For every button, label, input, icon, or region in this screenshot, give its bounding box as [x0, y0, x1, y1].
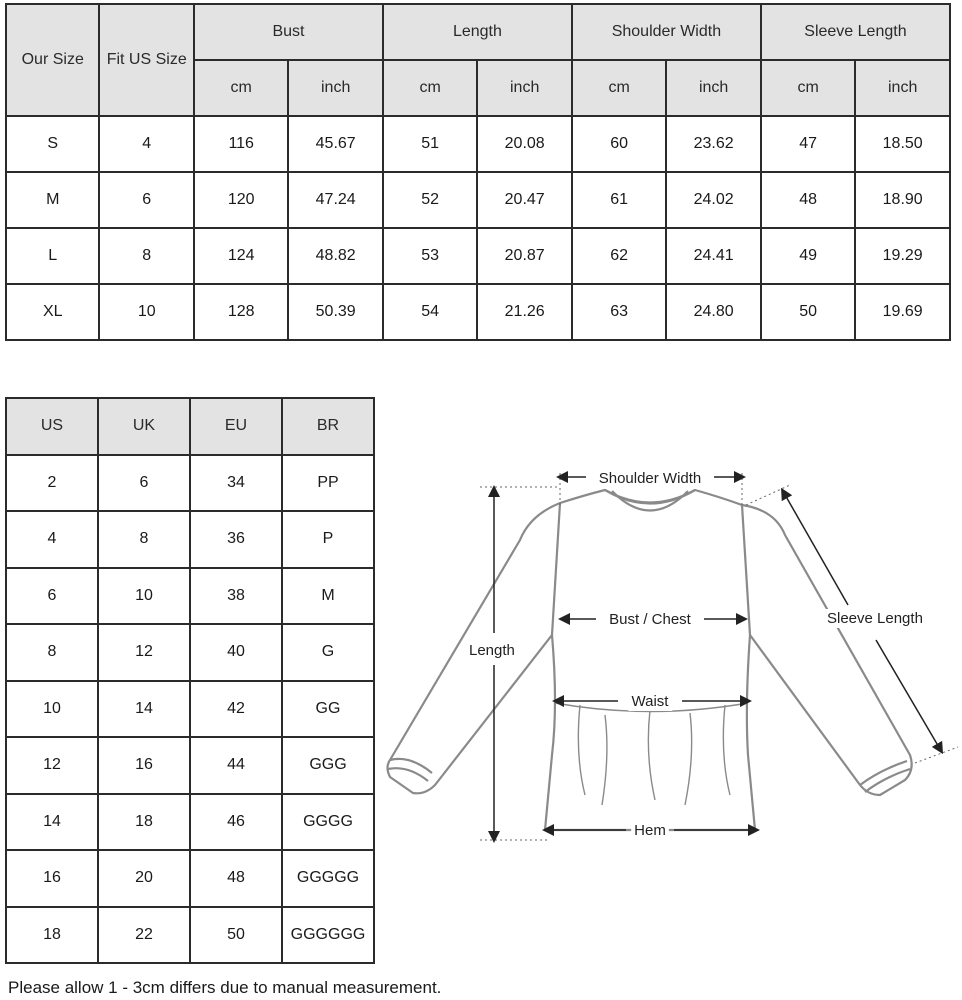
size-row — [6, 284, 950, 340]
size-value-cell: 4 — [99, 116, 193, 172]
size-chart-header-row — [6, 4, 950, 60]
conversion-cell: 16 — [98, 737, 190, 794]
unit-inch: inch — [666, 60, 761, 116]
size-value-cell: 49 — [761, 228, 855, 284]
col-eu: EU — [190, 398, 282, 455]
conversion-row — [6, 737, 374, 794]
conversion-row — [6, 511, 374, 568]
size-value-cell: 120 — [194, 172, 288, 228]
size-value-cell: 10 — [99, 284, 193, 340]
group-sleeve-length: Sleeve Length — [761, 4, 950, 60]
footnote: Please allow 1 - 3cm differs due to manual measurement. — [8, 978, 442, 997]
size-value-cell: 62 — [572, 228, 666, 284]
conversion-cell: 10 — [6, 681, 98, 738]
conversion-cell: 12 — [6, 737, 98, 794]
size-value-cell: 21.26 — [477, 284, 571, 340]
sleeve-length-label: Sleeve Length — [827, 610, 923, 627]
size-value-cell: 24.02 — [666, 172, 761, 228]
size-value-cell: 128 — [194, 284, 288, 340]
conversion-cell: GGG — [282, 737, 374, 794]
size-label-cell: XL — [6, 284, 99, 340]
conversion-row — [6, 568, 374, 625]
size-value-cell: 63 — [572, 284, 666, 340]
conversion-cell: 46 — [190, 794, 282, 851]
shoulder-width-label: Shoulder Width — [598, 470, 702, 487]
unit-inch: inch — [477, 60, 571, 116]
conversion-cell: PP — [282, 455, 374, 512]
conversion-header-row — [6, 398, 374, 455]
size-value-cell: 8 — [99, 228, 193, 284]
conversion-cell: 18 — [98, 794, 190, 851]
size-value-cell: 20.87 — [477, 228, 571, 284]
conversion-row — [6, 681, 374, 738]
conversion-cell: 2 — [6, 455, 98, 512]
size-value-cell: 20.47 — [477, 172, 571, 228]
conversion-cell: 18 — [6, 907, 98, 964]
waist-label: Waist — [631, 693, 669, 710]
size-value-cell: 51 — [383, 116, 477, 172]
size-value-cell: 116 — [194, 116, 288, 172]
conversion-cell: 50 — [190, 907, 282, 964]
size-value-cell: 60 — [572, 116, 666, 172]
conversion-row — [6, 850, 374, 907]
size-label-cell: S — [6, 116, 99, 172]
size-chart-body — [6, 116, 950, 340]
col-us: US — [6, 398, 98, 455]
size-value-cell: 52 — [383, 172, 477, 228]
measurement-diagram — [380, 455, 960, 855]
size-value-cell: 61 — [572, 172, 666, 228]
conversion-cell: 10 — [98, 568, 190, 625]
conversion-cell: 8 — [98, 511, 190, 568]
size-chart-table — [5, 3, 951, 341]
col-uk: UK — [98, 398, 190, 455]
size-value-cell: 54 — [383, 284, 477, 340]
conversion-cell: 42 — [190, 681, 282, 738]
conversion-cell: 22 — [98, 907, 190, 964]
size-value-cell: 53 — [383, 228, 477, 284]
conversion-cell: 16 — [6, 850, 98, 907]
size-label-cell: L — [6, 228, 99, 284]
size-row — [6, 172, 950, 228]
size-label-cell: M — [6, 172, 99, 228]
size-row — [6, 228, 950, 284]
size-value-cell: 48 — [761, 172, 855, 228]
unit-inch: inch — [855, 60, 950, 116]
unit-cm: cm — [194, 60, 288, 116]
unit-cm: cm — [572, 60, 666, 116]
size-value-cell: 50.39 — [288, 284, 383, 340]
size-value-cell: 47 — [761, 116, 855, 172]
unit-cm: cm — [383, 60, 477, 116]
conversion-cell: 36 — [190, 511, 282, 568]
col-our-size: Our Size — [6, 4, 99, 116]
size-value-cell: 20.08 — [477, 116, 571, 172]
size-row — [6, 116, 950, 172]
conversion-cell: 38 — [190, 568, 282, 625]
size-value-cell: 18.50 — [855, 116, 950, 172]
conversion-row — [6, 907, 374, 964]
group-bust: Bust — [194, 4, 383, 60]
conversion-cell: G — [282, 624, 374, 681]
size-value-cell: 19.29 — [855, 228, 950, 284]
size-value-cell: 18.90 — [855, 172, 950, 228]
bust-chest-label: Bust / Chest — [609, 611, 691, 628]
size-value-cell: 124 — [194, 228, 288, 284]
conversion-row — [6, 455, 374, 512]
conversion-cell: GG — [282, 681, 374, 738]
conversion-row — [6, 624, 374, 681]
size-conversion-table — [5, 397, 375, 964]
group-length: Length — [383, 4, 572, 60]
conversion-cell: 6 — [98, 455, 190, 512]
col-fit-us-size: Fit US Size — [99, 4, 193, 116]
length-label: Length — [469, 642, 515, 659]
conversion-cell: 6 — [6, 568, 98, 625]
conversion-row — [6, 794, 374, 851]
conversion-cell: 34 — [190, 455, 282, 512]
conversion-cell: 40 — [190, 624, 282, 681]
col-br: BR — [282, 398, 374, 455]
conversion-cell: 14 — [98, 681, 190, 738]
size-value-cell: 23.62 — [666, 116, 761, 172]
conversion-cell: GGGG — [282, 794, 374, 851]
conversion-cell: 4 — [6, 511, 98, 568]
conversion-cell: 12 — [98, 624, 190, 681]
conversion-cell: 14 — [6, 794, 98, 851]
size-value-cell: 48.82 — [288, 228, 383, 284]
hem-label: Hem — [634, 822, 666, 839]
group-shoulder-width: Shoulder Width — [572, 4, 761, 60]
conversion-cell: M — [282, 568, 374, 625]
conversion-cell: GGGGG — [282, 850, 374, 907]
conversion-cell: 48 — [190, 850, 282, 907]
unit-cm: cm — [761, 60, 855, 116]
conversion-cell: 44 — [190, 737, 282, 794]
size-value-cell: 6 — [99, 172, 193, 228]
conversion-body — [6, 455, 374, 964]
conversion-cell: 8 — [6, 624, 98, 681]
conversion-cell: GGGGGG — [282, 907, 374, 964]
size-value-cell: 50 — [761, 284, 855, 340]
conversion-cell: P — [282, 511, 374, 568]
size-value-cell: 45.67 — [288, 116, 383, 172]
size-value-cell: 24.80 — [666, 284, 761, 340]
size-value-cell: 24.41 — [666, 228, 761, 284]
size-value-cell: 47.24 — [288, 172, 383, 228]
conversion-cell: 20 — [98, 850, 190, 907]
size-value-cell: 19.69 — [855, 284, 950, 340]
unit-inch: inch — [288, 60, 383, 116]
